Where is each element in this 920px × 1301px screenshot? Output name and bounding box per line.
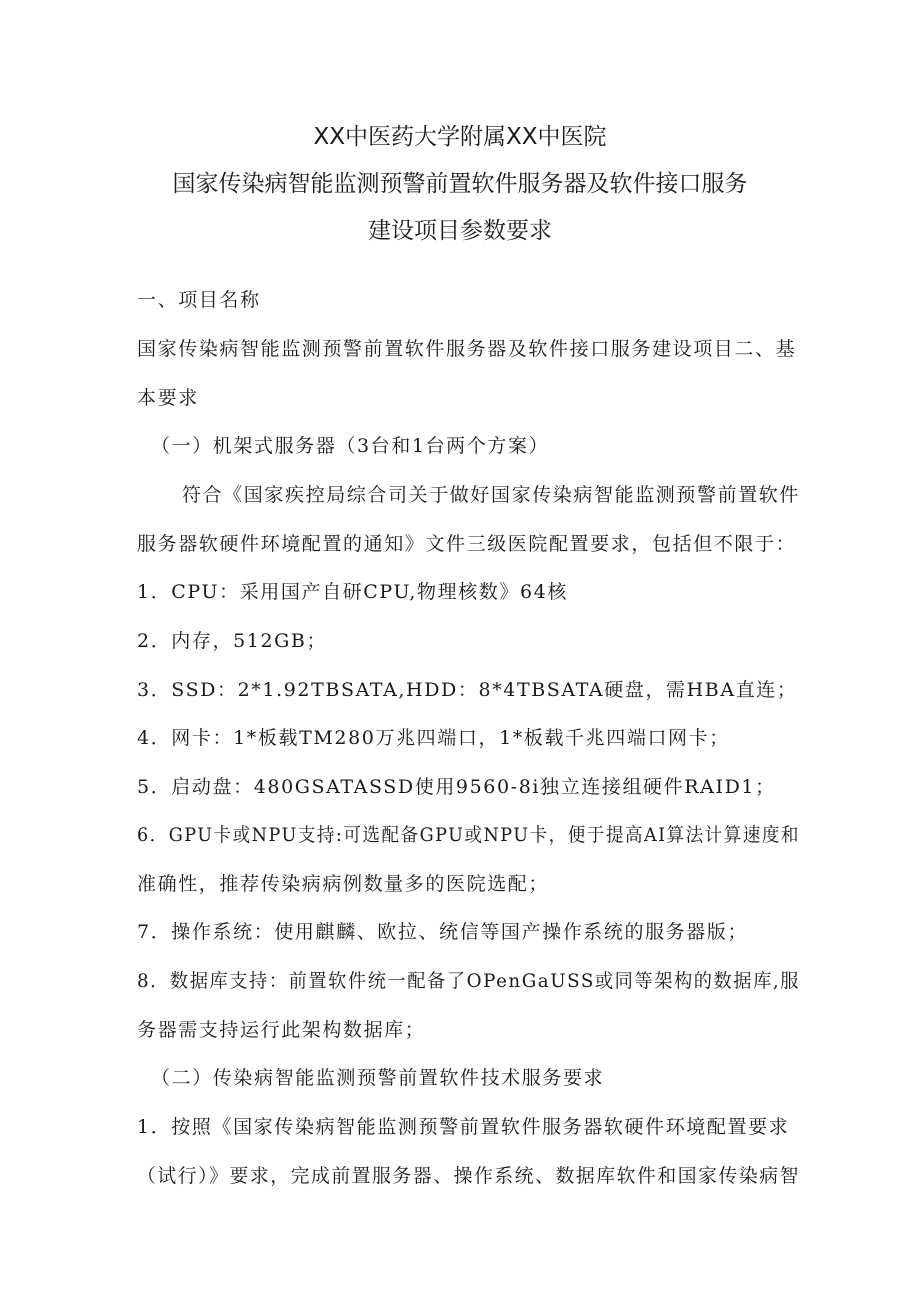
doc-title-line-2: 国家传染病智能监测预警前置软件服务器及软件接口服务 xyxy=(172,171,748,197)
doc-title-line-3: 建设项目参数要求 xyxy=(368,218,552,244)
list-item-network: 4．网卡：1*板载TM280万兆四端口，1*板载千兆四端口网卡； xyxy=(137,727,730,749)
doc-title-line-1: XX中医药大学附属XX中医院 xyxy=(313,124,607,150)
paragraph-line: 准确性，推荐传染病病例数量多的医院选配； xyxy=(137,873,550,895)
list-item-database: 8．数据库支持：前置软件统一配备了OPenGaUSS或同等架构的数据库,服 xyxy=(137,970,800,992)
subsection-heading-tech-service: （二）传染病智能监测预警前置软件技术服务要求 xyxy=(151,1067,605,1089)
subsection-heading-rack-server: （一）机架式服务器（3台和1台两个方案） xyxy=(151,435,550,457)
list-item-gpu: 6．GPU卡或NPU支持:可选配备GPU或NPU卡，便于提高AI算法计算速度和 xyxy=(137,824,800,846)
list-item-memory: 2．内存，512GB； xyxy=(137,630,328,652)
paragraph-line: 符合《国家疾控局综合司关于做好国家传染病智能监测预警前置软件 xyxy=(182,484,801,506)
paragraph-line: 国家传染病智能监测预警前置软件服务器及软件接口服务建设项目二、基 xyxy=(137,338,797,360)
list-item-service-1: 1．按照《国家传染病智能监测预警前置软件服务器软硬件环境配置要求 xyxy=(137,1116,790,1138)
list-item-boot-disk: 5．启动盘：480GSATASSD使用9560-8i独立连接组硬件RAID1； xyxy=(137,776,776,798)
list-item-os: 7．操作系统：使用麒麟、欧拉、统信等国产操作系统的服务器版； xyxy=(137,921,749,943)
section-heading-project-name: 一、项目名称 xyxy=(137,289,261,311)
paragraph-line: 务器需支持运行此架构数据库； xyxy=(137,1019,426,1041)
paragraph-line: 服务器软硬件环境配置的通知》文件三级医院配置要求，包括但不限于： xyxy=(137,533,797,555)
paragraph-line: 本要求 xyxy=(137,387,199,409)
list-item-storage: 3．SSD：2*1.92TBSATA,HDD：8*4TBSATA硬盘，需HBA直连； xyxy=(137,679,798,701)
paragraph-line: （试行）》要求，完成前置服务器、操作系统、数据库软件和国家传染病智 xyxy=(137,1165,801,1187)
list-item-cpu: 1．CPU：采用国产自研CPU,物理核数》64核 xyxy=(137,581,568,603)
